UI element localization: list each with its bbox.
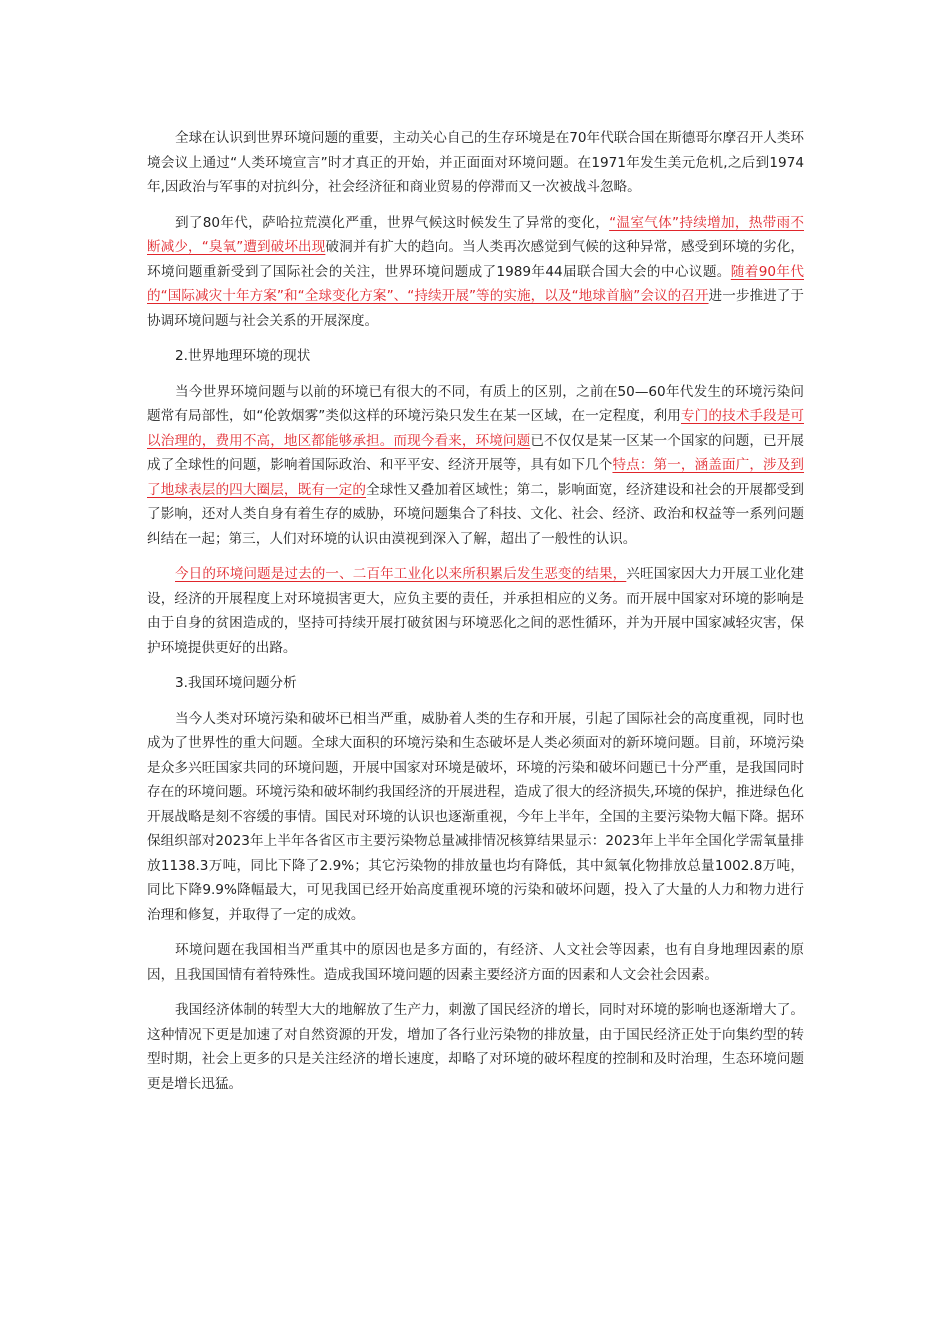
paragraph <box>147 562 804 660</box>
text-segment: 到了80年代，萨哈拉荒漠化严重，世界气候这时候发生了异常的变化， <box>175 214 610 231</box>
paragraph <box>147 998 804 1096</box>
text-segment: 已不仅仅是某一区某一个国家的问题，已开展成了全球性的问题，影响着国际政治、和平平安、经济开展等，具有如下几个 <box>147 432 805 473</box>
paragraph <box>147 380 804 552</box>
paragraph <box>147 126 804 200</box>
text-segment: 环境问题在我国相当严重其中的原因也是多方面的，有经济、人文社会等因素，也有自身地理因素的原因，且我国国情有着特殊性。造成我国环境问题的因素主要经济方面的因素和人文会社会因素。 <box>147 942 804 983</box>
text-segment: 当今人类对环境污染和破坏已相当严重，威胁着人类的生存和开展，引起了国际社会的高度重视，同时也成为了世界性的重大问题。全球大面积的环境污染和生态破坏是人类必须面对的新环境问题。目前，环境污染是众多兴旺国家共同的环境问题，开展中国家对环境是破坏，环境的污染和破坏问题已十分严重，是我国同时存在的环境问题。环境污染和破坏制约我国经济的开展进程，造成了很大的经济损失,环境的保护，推进绿色化开展战略是刻不容缓的事情。国民对环境的认识也逐渐重视，今年上半年，全国的主要污染物大幅下降。据环保组织部对2023年上半年各省区市主要污染物总量减排情况核算结果显示：2023年上半年全国化学需氧量排放1138.3万吨，同比下降了2.9%；其它污染物的排放量也均有降低，其中氮氧化物排放总量1002.8万吨，同比下降9.9%降幅最大，可见我国已经开始高度重视环境的污染和破坏问题，投入了大量的人力和物力进行治理和修复，并取得了一定的成效。 <box>147 710 804 923</box>
text-segment: 2.世界地理环境的现状 <box>175 348 311 364</box>
section-heading <box>147 671 804 696</box>
text-segment: 进一步推进了于协调环境问题与社会关系的开展深度。 <box>147 288 805 329</box>
text-segment: 全球性又叠加着区域性；第二，影响面宽，经济建设和社会的开展都受到了影响，还对人类自身有着生存的威胁，环境问题集合了科技、文化、社会、经济、政治和权益等一系列问题纠结在一起；第三，人们对环境的认识由漠视到深入了解，超出了一般性的认识。 <box>147 481 804 547</box>
highlighted-text: 特点：第一，涵盖面广，涉及到了地球表层的四大圈层，既有一定的 <box>147 457 805 498</box>
text-segment: 我国经济体制的转型大大的地解放了生产力，刺激了国民经济的增长，同时对环境的影响也逐渐增大了。这种情况下更是加速了对自然资源的开发，增加了各行业污染物的排放量，由于国民经济正处于向集约型的转型时期，社会上更多的只是关注经济的增长速度，却略了对环境的破坏程度的控制和及时治理，生态环境问题更是增长迅猛。 <box>147 1002 804 1092</box>
section-heading <box>147 344 804 369</box>
document-body <box>147 126 804 1107</box>
text-segment: 全球在认识到世界环境问题的重要，主动关心自己的生存环境是在70年代联合国在斯德哥尔摩召开人类环境会议上通过“人类环境宣言”时才真正的开始，并正面面对环境问题。在1971年发生美元危机,之后到1974年,因政治与军事的对抗纠分，社会经济征和商业贸易的停滞而又一次被战斗忽略。 <box>147 130 805 195</box>
highlighted-text: 随着90年代的“国际减灾十年方案”和“全球变化方案”、“持续开展”等的实施，以及“地球首脑”会议的召开 <box>147 263 804 304</box>
highlighted-text: 专门的技术手段是可以治理的，费用不高，地区都能够承担。而现今看来，环境问题 <box>147 408 804 449</box>
text-segment: 当今世界环境问题与以前的环境已有很大的不同，有质上的区别，之前在50—60年代发生的环境污染问题常有局部性，如“伦敦烟雾”类似这样的环境污染只发生在某一区域，在一定程度，利用 <box>147 383 804 424</box>
paragraph <box>147 211 804 334</box>
paragraph <box>147 707 804 928</box>
text-segment: 兴旺国家因大力开展工业化建设，经济的开展程度上对环境损害更大，应负主要的责任，并承担相应的义务。而开展中国家对环境的影响是由于自身的贫困造成的，坚持可持续开展打破贫困与环境恶化之间的恶性循环，并为开展中国家减轻灾害，保护环境提供更好的出路。 <box>147 566 804 656</box>
paragraph <box>147 938 804 987</box>
highlighted-text: 今日的环境问题是过去的一、二百年工业化以来所积累后发生恶变的结果， <box>175 566 627 582</box>
text-segment: 3.我国环境问题分析 <box>175 675 297 691</box>
text-segment: 破洞并有扩大的趋向。当人类再次感觉到气候的这种异常，感受到环境的劣化，环境问题重新受到了国际社会的关注，世界环境问题成了1989年44届联合国大会的中心议题。 <box>147 239 805 280</box>
highlighted-text: “温室气体”持续增加，热带雨不断减少，“臭氧”遭到破坏出现 <box>147 214 804 255</box>
